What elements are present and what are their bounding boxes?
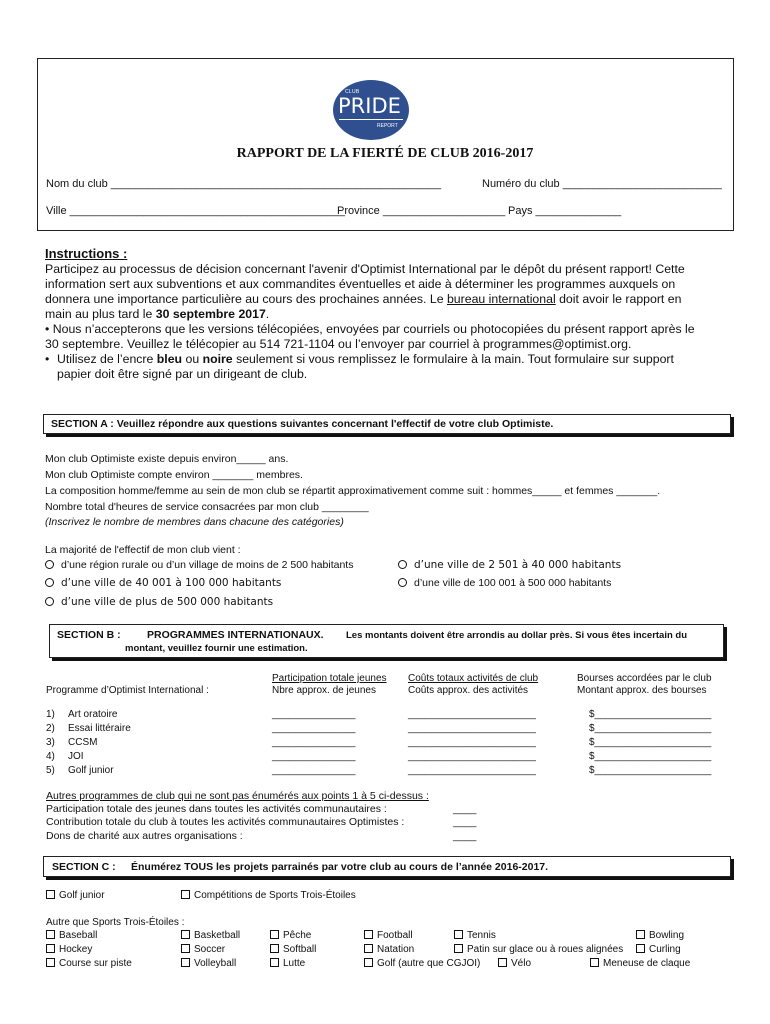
gender-split-question[interactable]: La composition homme/femme au sein de mon club se répartit approximativement comme suit : hommes_____ et femmes _______. bbox=[45, 485, 661, 497]
col-program-title: Programme d’Optimist International : bbox=[46, 685, 209, 696]
instructions-line-8: papier doit être signé par un dirigeant de club. bbox=[57, 367, 308, 381]
other-club-contribution: Contribution totale du club à toutes les activités communautaires Optimistes : bbox=[46, 816, 405, 828]
sport-option[interactable] bbox=[270, 930, 311, 941]
other-charity-donations-field[interactable]: ____ bbox=[453, 830, 477, 842]
checkbox-icon[interactable] bbox=[46, 944, 55, 953]
option-rural-label: d’une région rurale ou d’un village de moins de 2 500 habitants bbox=[61, 559, 354, 571]
instructions-line-4b: . bbox=[265, 307, 270, 321]
checkbox-icon[interactable] bbox=[46, 890, 55, 899]
majority-label: La majorité de l'effectif de mon club vient : bbox=[45, 544, 241, 556]
sport-option[interactable] bbox=[181, 958, 236, 969]
radio-icon[interactable] bbox=[45, 578, 54, 587]
instructions-line-5: • Nous n’accepterons que les versions télécopiées, envoyées par courriels ou photocopiées du présent rapport après le bbox=[45, 322, 695, 336]
row-name: Art oratoire bbox=[68, 709, 118, 720]
ink-or: ou bbox=[182, 352, 203, 366]
row-participation-field[interactable]: _______________ bbox=[272, 723, 356, 734]
row-name: Golf junior bbox=[68, 765, 114, 776]
instructions-line-4a: main au plus tard le bbox=[45, 307, 156, 321]
logo-club-text: CLUB bbox=[345, 89, 360, 95]
sport-label: Baseball bbox=[59, 930, 98, 941]
sport-option[interactable] bbox=[46, 944, 92, 955]
col-grant-title: Bourses accordées par le club bbox=[577, 673, 712, 684]
instructions-line-6: 30 septembre. Veuillez le télécopier au 514 721-1104 ou l’envoyer par courriel à programmes@optimist.org. bbox=[45, 337, 632, 351]
checkbox-icon[interactable] bbox=[364, 930, 373, 939]
row-cost-field[interactable]: _______________________ bbox=[408, 709, 536, 720]
row-num: 1) bbox=[46, 709, 55, 720]
page-title: RAPPORT DE LA FIERTÉ DE CLUB 2016-2017 bbox=[236, 146, 534, 161]
sport-label: Hockey bbox=[59, 944, 93, 955]
sport-label: Meneuse de claque bbox=[603, 958, 691, 969]
sport-label: Bowling bbox=[649, 930, 685, 941]
sport-label: Patin sur glace ou à roues alignées bbox=[467, 944, 624, 955]
row-participation-field[interactable]: _______________ bbox=[272, 709, 356, 720]
checkbox-icon[interactable] bbox=[270, 944, 279, 953]
bureau-international-link: bureau international bbox=[446, 292, 556, 306]
other-sports-label: Autre que Sports Trois-Étoiles : bbox=[46, 917, 185, 928]
checkbox-icon[interactable] bbox=[590, 958, 599, 967]
row-cost-field[interactable]: _______________________ bbox=[408, 723, 536, 734]
checkbox-icon[interactable] bbox=[498, 958, 507, 967]
section-b-note-1: Les montants doivent être arrondis au dollar près. Si vous êtes incertain du bbox=[346, 630, 688, 641]
sport-label: Pêche bbox=[283, 930, 312, 941]
option-40001-100000[interactable] bbox=[45, 577, 281, 589]
member-count-question[interactable]: Mon club Optimiste compte environ _______ membres. bbox=[45, 469, 303, 481]
option-500000-plus[interactable] bbox=[45, 596, 273, 608]
row-participation-field[interactable]: _______________ bbox=[272, 737, 356, 748]
col-participation-title: Participation totale jeunes bbox=[272, 673, 387, 684]
row-grant-field[interactable]: $_____________________ bbox=[589, 709, 712, 720]
instructions-bullet: • bbox=[45, 352, 50, 366]
instructions-line-4 bbox=[45, 307, 269, 322]
ink-blue: bleu bbox=[156, 352, 183, 366]
instructions-line-1: Participez au processus de décision concernant l'avenir d'Optimist International par le dépôt du présent rapport! Cette bbox=[45, 262, 685, 276]
other-youth-participation: Participation totale des jeunes dans toutes les activités communautaires : bbox=[46, 803, 387, 815]
sport-label: Lutte bbox=[283, 958, 306, 969]
row-name: CCSM bbox=[68, 737, 98, 748]
option-2501-label: d’une ville de 2 501 à 40 000 habitants bbox=[414, 559, 622, 571]
sport-option[interactable] bbox=[46, 958, 132, 969]
checkbox-icon[interactable] bbox=[46, 930, 55, 939]
sport-option[interactable] bbox=[270, 944, 316, 955]
sport-option[interactable] bbox=[454, 944, 623, 955]
competitions-option[interactable] bbox=[181, 890, 356, 901]
sport-label: Tennis bbox=[467, 930, 496, 941]
city-field[interactable]: Ville _____________________________________________ bbox=[46, 205, 345, 217]
checkbox-icon[interactable] bbox=[454, 944, 463, 953]
sport-option[interactable] bbox=[590, 958, 690, 969]
checkbox-icon[interactable] bbox=[270, 930, 279, 939]
option-rural[interactable] bbox=[45, 559, 353, 571]
radio-icon[interactable] bbox=[398, 560, 407, 569]
col-grant-sub: Montant approx. des bourses bbox=[577, 685, 707, 696]
sport-label: Vélo bbox=[511, 958, 532, 969]
ink-black: noire bbox=[202, 352, 233, 366]
row-grant-field[interactable]: $_____________________ bbox=[589, 723, 712, 734]
section-c-label: SECTION C : bbox=[52, 861, 116, 873]
sport-label: Basketball bbox=[194, 930, 241, 941]
row-num: 3) bbox=[46, 737, 55, 748]
sport-option[interactable] bbox=[364, 958, 480, 969]
section-b-label: SECTION B : bbox=[57, 629, 121, 641]
row-num: 4) bbox=[46, 751, 55, 762]
other-club-contribution-field[interactable]: ____ bbox=[453, 816, 477, 828]
sport-option[interactable] bbox=[364, 930, 413, 941]
checkbox-icon[interactable] bbox=[270, 958, 279, 967]
service-hours-question[interactable]: Nombre total d'heures de service consacrées par mon club ________ bbox=[45, 501, 369, 513]
checkbox-icon[interactable] bbox=[364, 958, 373, 967]
golf-junior-label: Golf junior bbox=[59, 890, 105, 901]
checkbox-icon[interactable] bbox=[181, 930, 190, 939]
section-c-heading: Énumérez TOUS les projets parrainés par votre club au cours de l’année 2016-2017. bbox=[131, 861, 549, 873]
checkbox-icon[interactable] bbox=[636, 930, 645, 939]
instructions-line-3 bbox=[45, 292, 681, 307]
sport-option[interactable] bbox=[636, 944, 681, 955]
sport-option[interactable] bbox=[46, 930, 97, 941]
checkbox-icon[interactable] bbox=[46, 958, 55, 967]
instructions-line-7a: Utilisez de l’encre bbox=[57, 352, 157, 366]
sport-option[interactable] bbox=[270, 958, 305, 969]
country-field[interactable]: Pays ______________ bbox=[508, 205, 622, 217]
row-grant-field[interactable]: $_____________________ bbox=[589, 751, 712, 762]
instructions-line-2: information sert aux subventions et aux commandites éventuelles et aide à déterminer les programmes auxquels on bbox=[45, 277, 676, 291]
sport-option[interactable] bbox=[364, 944, 414, 955]
radio-icon[interactable] bbox=[398, 578, 407, 587]
col-participation-sub: Nbre approx. de jeunes bbox=[272, 685, 376, 696]
row-grant-field[interactable]: $_____________________ bbox=[589, 737, 712, 748]
checkbox-icon[interactable] bbox=[636, 944, 645, 953]
checkbox-icon[interactable] bbox=[454, 930, 463, 939]
option-2501-40000[interactable] bbox=[398, 559, 621, 571]
option-40001-label: d’une ville de 40 001 à 100 000 habitants bbox=[61, 577, 282, 589]
other-charity-donations: Dons de charité aux autres organisations : bbox=[46, 830, 243, 842]
row-name: Essai littéraire bbox=[68, 723, 131, 734]
section-a-heading: SECTION A : Veuillez répondre aux questions suivantes concernant l'effectif de votre club Optimiste. bbox=[51, 418, 554, 430]
deadline-date: 30 septembre 2017 bbox=[155, 307, 266, 321]
row-grant-field[interactable]: $_____________________ bbox=[589, 765, 712, 776]
section-a-note: (Inscrivez le nombre de membres dans chacune des catégories) bbox=[45, 516, 344, 528]
province-field[interactable]: Province ____________________ bbox=[337, 205, 506, 217]
checkbox-icon[interactable] bbox=[181, 958, 190, 967]
sport-label: Softball bbox=[283, 944, 317, 955]
sport-option[interactable] bbox=[181, 930, 240, 941]
row-cost-field[interactable]: _______________________ bbox=[408, 765, 536, 776]
row-cost-field[interactable]: _______________________ bbox=[408, 737, 536, 748]
row-name: JOI bbox=[68, 751, 84, 762]
row-cost-field[interactable]: _______________________ bbox=[408, 751, 536, 762]
row-participation-field[interactable]: _______________ bbox=[272, 751, 356, 762]
option-100001-label: d’une ville de 100 001 à 500 000 habitants bbox=[414, 577, 612, 589]
competitions-label: Compétitions de Sports Trois-Étoiles bbox=[194, 890, 356, 901]
section-b-heading: PROGRAMMES INTERNATIONAUX. bbox=[147, 629, 324, 641]
sport-option[interactable] bbox=[181, 944, 225, 955]
club-number-field[interactable]: Numéro du club __________________________ bbox=[482, 178, 722, 190]
col-cost-title: Coûts totaux activités de club bbox=[408, 673, 539, 684]
other-youth-participation-field[interactable]: ____ bbox=[453, 803, 477, 815]
logo-rule bbox=[339, 119, 403, 120]
instructions-line-3a: donnera une importance particulière au cours des prochaines années. Le bbox=[45, 292, 447, 306]
logo-report-text: REPORT bbox=[377, 123, 398, 129]
club-age-question[interactable]: Mon club Optimiste existe depuis environ_____ ans. bbox=[45, 453, 289, 465]
row-num: 5) bbox=[46, 765, 55, 776]
sport-label: Natation bbox=[377, 944, 415, 955]
golf-junior-option[interactable] bbox=[46, 890, 105, 901]
row-participation-field[interactable]: _______________ bbox=[272, 765, 356, 776]
checkbox-icon[interactable] bbox=[181, 944, 190, 953]
option-500000-label: d’une ville de plus de 500 000 habitants bbox=[61, 596, 274, 608]
sport-label: Soccer bbox=[194, 944, 226, 955]
instructions-line-7b: seulement si vous remplissez le formulaire à la main. Tout formulaire sur support bbox=[232, 352, 674, 366]
radio-icon[interactable] bbox=[45, 597, 54, 606]
sport-label: Football bbox=[377, 930, 413, 941]
col-cost-sub: Coûts approx. des activités bbox=[408, 685, 529, 696]
sport-label: Volleyball bbox=[194, 958, 237, 969]
option-100001-500000[interactable] bbox=[398, 577, 611, 589]
sport-label: Course sur piste bbox=[59, 958, 132, 969]
club-name-field[interactable]: Nom du club ______________________________________________________ bbox=[46, 178, 442, 190]
club-pride-logo bbox=[333, 80, 409, 140]
section-b-note-2: montant, veuillez fournir une estimation. bbox=[125, 643, 308, 654]
checkbox-icon[interactable] bbox=[181, 890, 190, 899]
sport-label: Golf (autre que CGJOI) bbox=[377, 958, 481, 969]
checkbox-icon[interactable] bbox=[364, 944, 373, 953]
radio-icon[interactable] bbox=[45, 560, 54, 569]
sport-option[interactable] bbox=[498, 958, 531, 969]
instructions-line-3b: doit avoir le rapport en bbox=[555, 292, 682, 306]
other-programs-heading: Autres programmes de club qui ne sont pas énumérés aux points 1 à 5 ci-dessus : bbox=[46, 790, 429, 802]
row-num: 2) bbox=[46, 723, 55, 734]
sport-label: Curling bbox=[649, 944, 681, 955]
logo-pride-text: PRIDE bbox=[338, 94, 401, 118]
sport-option[interactable] bbox=[636, 930, 684, 941]
instructions-heading: Instructions : bbox=[45, 246, 128, 261]
sport-option[interactable] bbox=[454, 930, 496, 941]
instructions-line-7 bbox=[57, 352, 674, 367]
